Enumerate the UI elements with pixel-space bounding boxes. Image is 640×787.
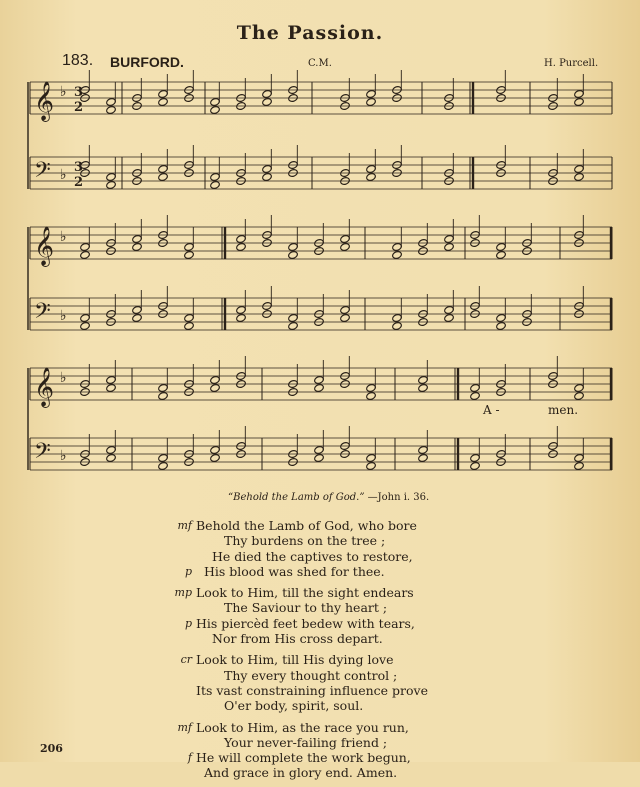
notehead (366, 89, 377, 98)
notehead (444, 234, 455, 243)
notehead (236, 305, 247, 314)
time-signature: 3 (74, 160, 84, 175)
line-text: The Saviour to thy heart ; (224, 600, 388, 616)
stanza (180, 652, 496, 714)
notehead (418, 453, 429, 462)
line-text: Look to Him, as the race you run, (196, 719, 409, 735)
line-text: O'er body, spirit, soul. (224, 698, 364, 714)
tune-name: BURFORD. (110, 54, 184, 70)
notehead (80, 242, 91, 251)
line-text: Look to Him, till His dying love (196, 652, 394, 668)
notehead (158, 172, 169, 181)
key-signature-flat: ♭ (60, 308, 67, 324)
verse-line (184, 563, 496, 579)
treble-clef: 𝄞 (34, 81, 55, 121)
composer: H. Purcell. (544, 58, 599, 69)
notehead (184, 321, 195, 330)
notehead (106, 453, 117, 462)
key-signature-flat: ♭ (60, 167, 67, 183)
dynamic-mark: mp (174, 586, 192, 600)
notehead (106, 375, 117, 384)
amen-syllable-a: A - (483, 403, 500, 417)
treble-clef: 𝄞 (34, 367, 55, 407)
notehead (132, 242, 143, 251)
notehead (210, 180, 221, 189)
notehead (288, 321, 299, 330)
amen-syllable-b: men. (548, 403, 579, 417)
notehead (80, 321, 91, 330)
dynamic-mark: mf (177, 519, 192, 532)
key-signature-flat: ♭ (60, 370, 67, 386)
notehead (158, 383, 169, 392)
time-signature: 2 (74, 175, 84, 190)
notehead (106, 97, 117, 106)
notehead (132, 234, 143, 243)
notehead (366, 391, 377, 400)
line-text: His piercèd feet bedew with tears, (196, 615, 415, 631)
notehead (106, 105, 117, 114)
notehead (184, 242, 195, 251)
verse-line (196, 765, 496, 780)
scripture-source: —John i. 36. (367, 492, 430, 503)
verse-line (196, 549, 496, 564)
hymn-verses (174, 518, 496, 787)
notehead (574, 172, 585, 181)
notehead (210, 172, 221, 181)
notehead (210, 375, 221, 384)
section-title: The Passion. (236, 22, 384, 44)
notehead (392, 313, 403, 322)
line-text: He died the captives to restore, (212, 548, 413, 564)
notehead (236, 234, 247, 243)
treble-clef: 𝄞 (34, 226, 55, 266)
notehead (80, 250, 91, 259)
notehead (80, 313, 91, 322)
notehead (106, 445, 117, 454)
notehead (574, 461, 585, 470)
notehead (392, 242, 403, 251)
dynamic-mark: cr (180, 653, 192, 667)
dynamic-mark: p (184, 564, 192, 578)
scripture-quote: “Behold the Lamb of God.” (228, 492, 365, 503)
notehead (470, 461, 481, 470)
meter: C.M. (308, 58, 332, 69)
line-text: Nor from His cross depart. (212, 631, 383, 647)
notehead (158, 453, 169, 462)
stanza (177, 719, 496, 781)
verse-line (196, 600, 496, 615)
verse-line (196, 683, 496, 698)
notehead (262, 164, 273, 173)
notehead (444, 313, 455, 322)
key-signature-flat: ♭ (60, 448, 67, 464)
notehead (106, 172, 117, 181)
notehead (314, 383, 325, 392)
notehead (210, 97, 221, 106)
bass-clef: 𝄢 (34, 439, 51, 469)
verse-line (196, 735, 496, 750)
notehead (574, 164, 585, 173)
notehead (210, 453, 221, 462)
notehead (106, 180, 117, 189)
line-text: Your never-failing friend ; (224, 734, 388, 750)
notehead (444, 305, 455, 314)
line-text: And grace in glory end. Amen. (204, 765, 398, 781)
notehead (340, 305, 351, 314)
notehead (106, 383, 117, 392)
hymn-number: 183. (62, 52, 94, 69)
verse-line (180, 652, 496, 668)
scripture-reference (228, 492, 429, 503)
line-text: Thy burdens on the tree ; (224, 533, 386, 549)
notehead (158, 89, 169, 98)
notehead (210, 105, 221, 114)
notehead (288, 313, 299, 322)
notehead (392, 321, 403, 330)
notehead (418, 375, 429, 384)
verse-line (196, 698, 496, 713)
notehead (366, 172, 377, 181)
dynamic-mark: mf (177, 720, 192, 734)
notehead (574, 89, 585, 98)
page-number: 206 (40, 742, 63, 755)
notehead (132, 305, 143, 314)
notehead (366, 383, 377, 392)
notehead (392, 250, 403, 259)
notehead (340, 242, 351, 251)
line-text: Its vast constraining influence prove (196, 682, 429, 698)
notehead (418, 383, 429, 392)
notehead (236, 313, 247, 322)
notehead (418, 445, 429, 454)
line-text: Thy every thought control ; (224, 667, 398, 683)
notehead (236, 242, 247, 251)
notehead (288, 242, 299, 251)
bass-clef: 𝄢 (34, 299, 51, 329)
notehead (158, 97, 169, 106)
verse-line (196, 631, 496, 646)
notehead (574, 383, 585, 392)
notehead (210, 445, 221, 454)
notehead (288, 250, 299, 259)
notehead (496, 250, 507, 259)
notehead (340, 234, 351, 243)
notehead (314, 453, 325, 462)
notehead (574, 391, 585, 400)
verse-line (174, 585, 496, 601)
notehead (366, 461, 377, 470)
verse-line (177, 518, 496, 533)
verse-line (196, 668, 496, 683)
notehead (158, 391, 169, 400)
stanza (174, 585, 496, 647)
line-text: Behold the Lamb of God, who bore (196, 518, 417, 533)
notehead (184, 250, 195, 259)
notehead (496, 242, 507, 251)
verse-line (184, 615, 496, 631)
notehead (470, 391, 481, 400)
dynamic-mark: p (184, 616, 192, 630)
notehead (366, 453, 377, 462)
stanza (177, 518, 496, 579)
notehead (262, 172, 273, 181)
verse-line (196, 533, 496, 548)
bass-clef: 𝄢 (34, 158, 51, 188)
notehead (470, 383, 481, 392)
line-text: His blood was shed for thee. (204, 563, 385, 579)
notehead (496, 321, 507, 330)
notehead (210, 383, 221, 392)
notehead (158, 461, 169, 470)
notehead (366, 164, 377, 173)
key-signature-flat: ♭ (60, 229, 67, 245)
verse-line (187, 750, 496, 766)
notehead (444, 242, 455, 251)
notehead (262, 89, 273, 98)
notehead (132, 313, 143, 322)
dynamic-mark: f (187, 751, 192, 765)
key-signature-flat: ♭ (60, 84, 67, 100)
notehead (184, 313, 195, 322)
notehead (340, 313, 351, 322)
line-text: He will complete the work begun, (196, 750, 411, 766)
notehead (574, 97, 585, 106)
notehead (158, 164, 169, 173)
notehead (496, 313, 507, 322)
line-text: Look to Him, till the sight endears (196, 585, 414, 601)
notehead (314, 375, 325, 384)
time-signature: 2 (74, 100, 84, 115)
verse-line (177, 719, 496, 735)
notehead (262, 97, 273, 106)
notehead (470, 453, 481, 462)
notehead (574, 453, 585, 462)
notehead (314, 445, 325, 454)
notehead (366, 97, 377, 106)
time-signature: 3 (74, 85, 84, 100)
